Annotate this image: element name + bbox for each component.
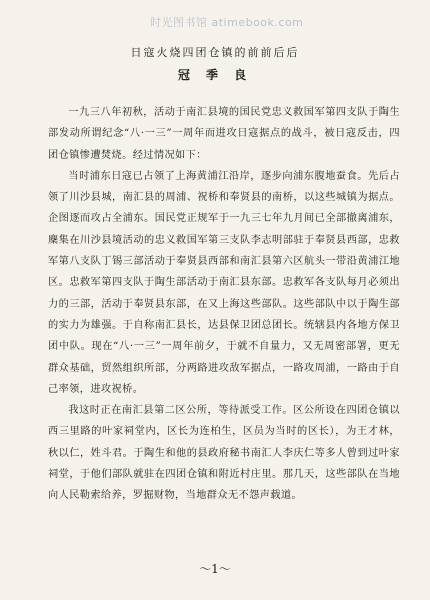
site-watermark: 时光图书馆 atimebook.com	[150, 16, 304, 29]
paragraph: 我这时正在南汇县第二区公所，等待派受工作。区公所设在四团仓镇以西三里路的叶家祠堂内，区长为连柏生，区员为当时的区长），为王才林，秋以仁，姓斗君。于陶生和他的县政府秘书南汇人李庆仁等多人曾到过叶家祠堂，于他们部队就驻在四团仓镇和附近村庄里。那几天，这些部队在当地向人民勒索给养，罗掘财物，当地群众无不怨声载道。	[48, 405, 400, 502]
page-number: ～1～	[199, 562, 231, 576]
paragraph: 当时浦东日寇已占领了上海黄浦江沿岸，逐步向浦东腹地蚕食。先后占领了川沙县城，南汇县的周浦、祝桥和奉贤县的南桥，以这些城镇为据点。企图逐而攻占全浦东。国民党正规军于一九三七年九月间已全部撤离浦东，麇集在川沙县境活动的忠义救国军第三支队李志明部驻于奉贤县西部，忠救军第八支队丁锡三部活动于奉贤县西部和南汇县第六区航头一带沿黄浦江地区。忠救军第四支队于陶生部活动于南汇县东部。忠救军各支队每月必须出力的三部，活动于奉贤县东部，在又上海这些部队。这些部队中以于陶生部的实力为雄强。于自称南汇县长，达县保卫团总团长。统辖县内各地方保卫团中队。现在“八·一三”一周年前夕，于就不自量力，又无周密部署，更无群众基础，贸然组织所部，分两路进攻敌军据点，一路攻周浦，一路由于自己率领，进攻祝桥。	[48, 170, 400, 395]
article-author: 冠 季 良	[177, 68, 253, 82]
paragraph: 一九三八年初秋，活动于南汇县境的国民党忠义救国军第四支队于陶生部发动所谓纪念“八·一三”一周年而进攻日寇据点的战斗，被日寇反击，四团仓镇惨遭焚烧。经过情况如下：	[48, 107, 400, 161]
article-body	[48, 102, 400, 507]
article-title: 日寇火烧四团仓镇的前前后后	[130, 46, 300, 59]
